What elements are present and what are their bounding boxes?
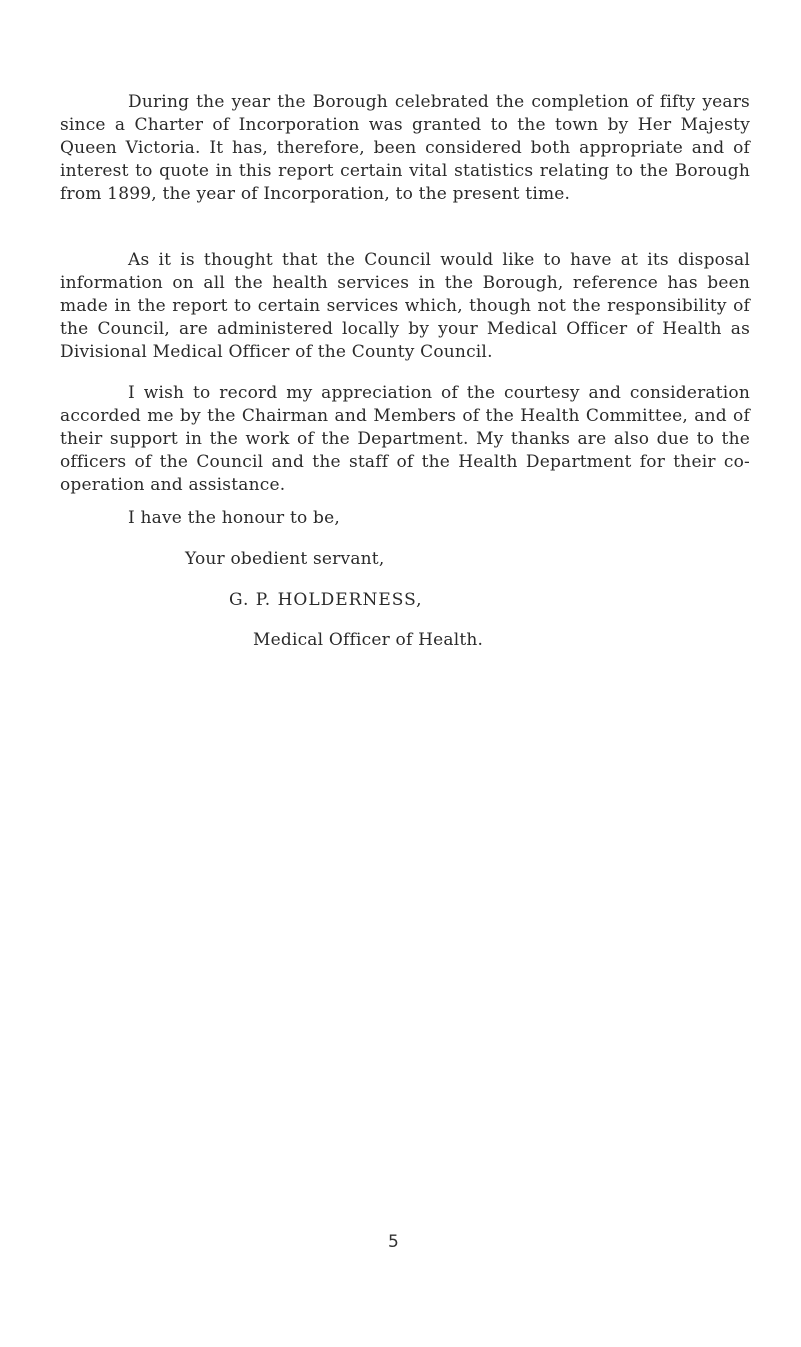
closing-honour: I have the honour to be, [128,508,340,528]
paragraph-acknowledgements: I wish to record my appreciation of the courtesy and consideration accorded me by the Chairman and Members of the Health Committee, and of their support in the work of the Department. My thanks are also due to the officers of the Council and the staff of the Health Department for their co-operation and assistance. [60,383,750,495]
paragraph-jubilee: During the year the Borough celebrated the completion of fifty years since a Charter of Incorporation was granted to the town by Her Majesty Queen Victoria. It has, therefore, been considered both appropriate and of interest to quote in this report certain vital statistics relating to the Borough from 1899, the year of Incorporation, to the present time. [60,92,750,204]
paragraph-health-services: As it is thought that the Council would like to have at its disposal information on all the health services in the Borough, reference has been made in the report to certain services which, though not the responsibility of the Council, are administered locally by your Medical Officer of Health as Divisional Medical Officer of the County Council. [60,250,750,362]
page-number: 5 [388,1232,399,1252]
signature-title: Medical Officer of Health. [253,630,484,650]
signature-name: G. P. HOLDERNESS, [229,590,423,610]
closing-servant: Your obedient servant, [185,549,385,569]
